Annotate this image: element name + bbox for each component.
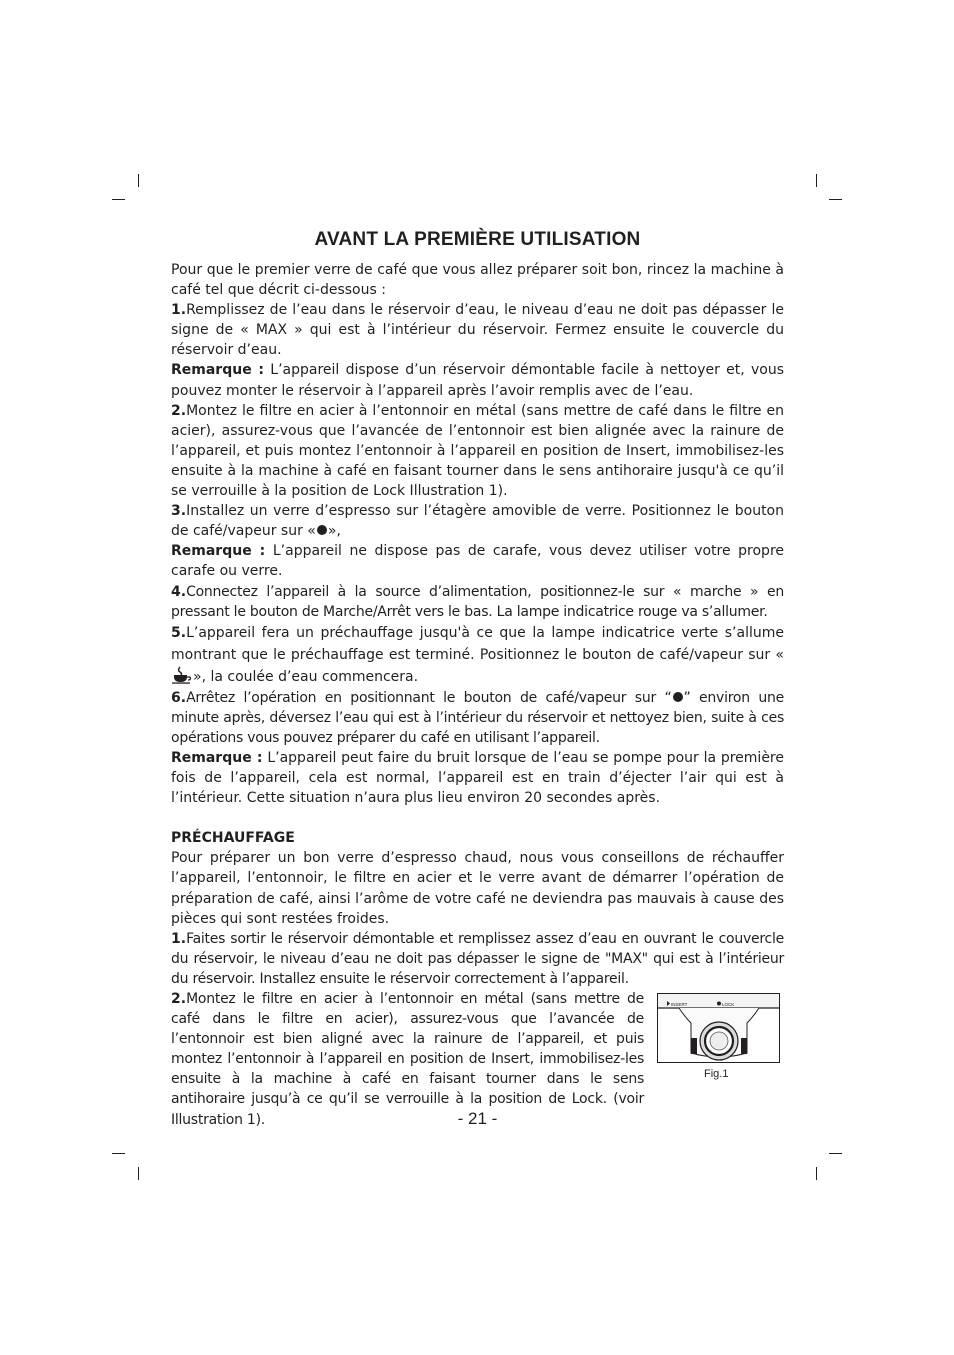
step-1: 1.Remplissez de l’eau dans le réservoir d’eau, le niveau d’eau ne doit pas dépasser le signe de « MAX » qui est à l’intérieur du réservoir. Fermez ensuite le couvercle du réservoir d’eau. — [171, 302, 784, 359]
crop-mark — [138, 1167, 139, 1180]
crop-mark — [112, 199, 125, 200]
crop-mark — [138, 174, 139, 187]
crop-mark — [829, 199, 842, 200]
insert-label: INSERT — [671, 1002, 688, 1007]
lock-label: LOCK — [722, 1002, 735, 1007]
step-3: 3.Installez un verre d’espresso sur l’étagère amovible de verre. Positionnez le bouton de café/vapeur sur « », — [171, 503, 784, 540]
preheat-intro: Pour préparer un bon verre d’espresso chaud, nous vous conseillons de réchauffer l’appareil, l’entonnoir, le filtre en acier et le verre avant de démarrer l’opération de préparation de café, ainsi l’arôme de votre café ne deviendra pas mauvais à cause des pièces qui sont restées froides. — [171, 850, 784, 927]
filled-circle-icon — [317, 525, 327, 535]
figure-illustration — [657, 993, 780, 1063]
step-2: 2.Montez le filtre en acier à l’entonnoir en métal (sans mettre de café dans le filtre en acier), assurez-vous que l’avancée de l’entonnoir est bien alignée avec la rainure de l’appareil, et puis montez l’entonnoir à l’appareil en position de Insert, immobilisez-les ensuite à la machine à café en faisant tourner dans le sens antihoraire jusqu'à ce qu’il se verrouille à la position de Lock Illustration 1). — [171, 402, 784, 500]
filled-circle-icon — [673, 692, 683, 702]
note-3: Remarque : L’appareil peut faire du bruit lorsque de l’eau se pompe pour la première fois de l’appareil, cela est normal, l’appareil est en train d’éjecter l’air qui est à l’intérieur. Cette situation n’aura plus lieu environ 20 secondes après. — [171, 749, 784, 807]
crop-mark — [816, 174, 817, 187]
intro-paragraph: Pour que le premier verre de café que vous allez préparer soit bon, rincez la machine à café tel que décrit ci-dessous : — [171, 262, 784, 299]
step-5: 5.L’appareil fera un préchauffage jusqu'à ce que la lampe indicatrice verte s’allume montrant que le préchauffage est terminé. Positionnez le bouton de café/vapeur sur «», la coulée d’eau commencera. — [171, 624, 784, 685]
step-4: 4.Connectez l’appareil à la source d’alimentation, positionnez-le sur « marche » en pressant le bouton de Marche/Arrêt vers le bas. La lampe indicatrice rouge va s’allumer. — [171, 583, 784, 620]
preheat-step-2: 2.Montez le filtre en acier à l’entonnoir en métal (sans mettre de café dans le filtre en acier), assurez-vous que l’avancée de l’entonnoir est bien aligné avec la rainure de l’appareil, et puis montez l’entonnoir à l’appareil en position de Insert, immobilisez-les ensuite à la machine à café en faisant tourner dans le sens antihoraire jusqu’à ce qu’il se verrouille à la position de Lock. (voir Illustration 1). — [171, 991, 644, 1128]
step-6: 6.Arrêtez l’opération en positionnant le bouton de café/vapeur sur “ ” environ une minute après, déversez l’eau qui est à l’intérieur du réservoir et nettoyez bien, suite à ces opérations vous pouvez préparer du café en utilisant l’appareil. — [171, 689, 784, 746]
crop-mark — [829, 1153, 842, 1154]
figure-caption: Fig.1 — [704, 1068, 729, 1080]
coffee-cup-icon — [171, 666, 193, 684]
page-number: - 21 - — [457, 1109, 498, 1128]
crop-mark — [816, 1167, 817, 1180]
note-1: Remarque : L’appareil dispose d’un réservoir démontable facile à nettoyer et, vous pouvez monter le réservoir à l’appareil après l’avoir remplis avec de l’eau. — [171, 362, 784, 399]
note-2: Remarque : L’appareil ne dispose pas de carafe, vous devez utiliser votre propre carafe ou verre. — [171, 543, 785, 580]
crop-mark — [112, 1153, 125, 1154]
preheat-step-1: 1.Faites sortir le réservoir démontable et remplissez assez d’eau en ouvrant le couvercle du réservoir, le niveau d’eau ne doit pas dépasser le signe de "MAX" qui est à l’intérieur du réservoir. Installez ensuite le réservoir correctement à l’appareil. — [171, 930, 784, 987]
page-title: AVANT LA PREMIÈRE UTILISATION — [314, 229, 641, 250]
preheat-heading: PRÉCHAUFFAGE — [171, 830, 295, 847]
